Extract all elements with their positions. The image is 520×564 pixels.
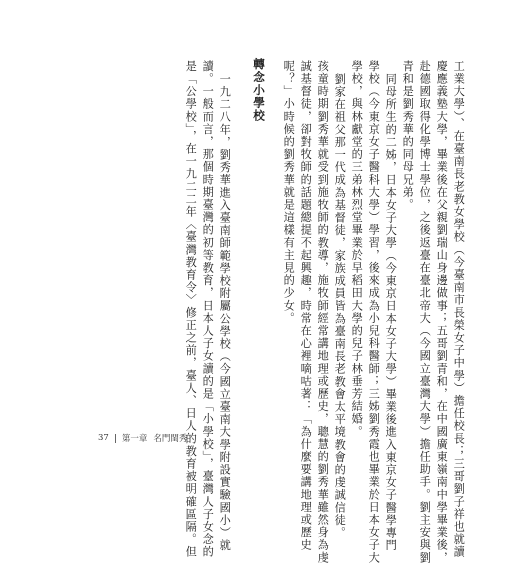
page-footer (98, 432, 187, 444)
chapter-title: 名門閨秀 (153, 434, 188, 444)
text-column: 青和是劉秀華的同母兄弟。 (401, 60, 415, 212)
text-column: 讀。一般而言，那個時期臺灣的初等教育，日本人子女讀的是「小學校」，臺灣人子女念的 (201, 60, 215, 559)
text-column: 劉家在祖父那一代成為基督徒，家族成員皆為臺南長老教會太平境教會的虔誠信徒。 (333, 73, 347, 540)
text-column: 工業大學）、在臺南長老教女學校（今臺南市長榮女子中學）擔任校長；三哥劉子祥也就讀 (452, 60, 466, 559)
text-column: 是「公學校」，在一九二二年〈臺灣教育令〉修正之前，臺人、日人的教育被明確區隔。但 (184, 60, 198, 559)
text-column: 同母所生的二姊，日本女子大學（今東京日本女子大學）畢業後進入東京女子醫學專門 (384, 73, 398, 552)
text-column: 慶應義塾大學，畢業後在父親劉瑞山身邊做事；五哥劉青和，在中國廣東嶺南中學畢業後， (435, 60, 449, 564)
section-heading: 轉念小學校 (252, 58, 266, 122)
chapter-label: 第一章 (121, 434, 148, 444)
footer-divider (115, 434, 116, 443)
text-column: 一九二八年，劉秀華進入臺南師範學校附屬公學校（今國立臺南大學附設實驗國小）就 (218, 73, 232, 552)
text-column: 呢？」小時候的劉秀華就是這樣有主見的少女。 (282, 60, 296, 325)
text-column: 學校，與林獻堂的三弟林烈堂畢業於早稻田大學的兒子林垂芳結婚。 (350, 60, 364, 438)
text-column: 孩童時期劉秀華就受到施牧師的教導，施牧師經常講地理或歷史，聰慧的劉秀華雖然身為虔 (316, 60, 330, 564)
text-column: 赴德國取得化學博士學位，之後返臺在臺北帝大（今國立臺灣大學）擔任助手。劉主安與劉 (418, 60, 432, 564)
text-column: 誠基督徒，卻對牧師的話題總提不起興趣，時常在心裡嘀咕著：「為什麼要講地理或歷史 (299, 60, 313, 552)
text-column: 學校（今東京女子醫科大學）學習，後來成為小兒科醫師；三姊劉秀霞也畢業於日本女子大 (367, 60, 381, 564)
page-number: 37 (98, 433, 109, 443)
